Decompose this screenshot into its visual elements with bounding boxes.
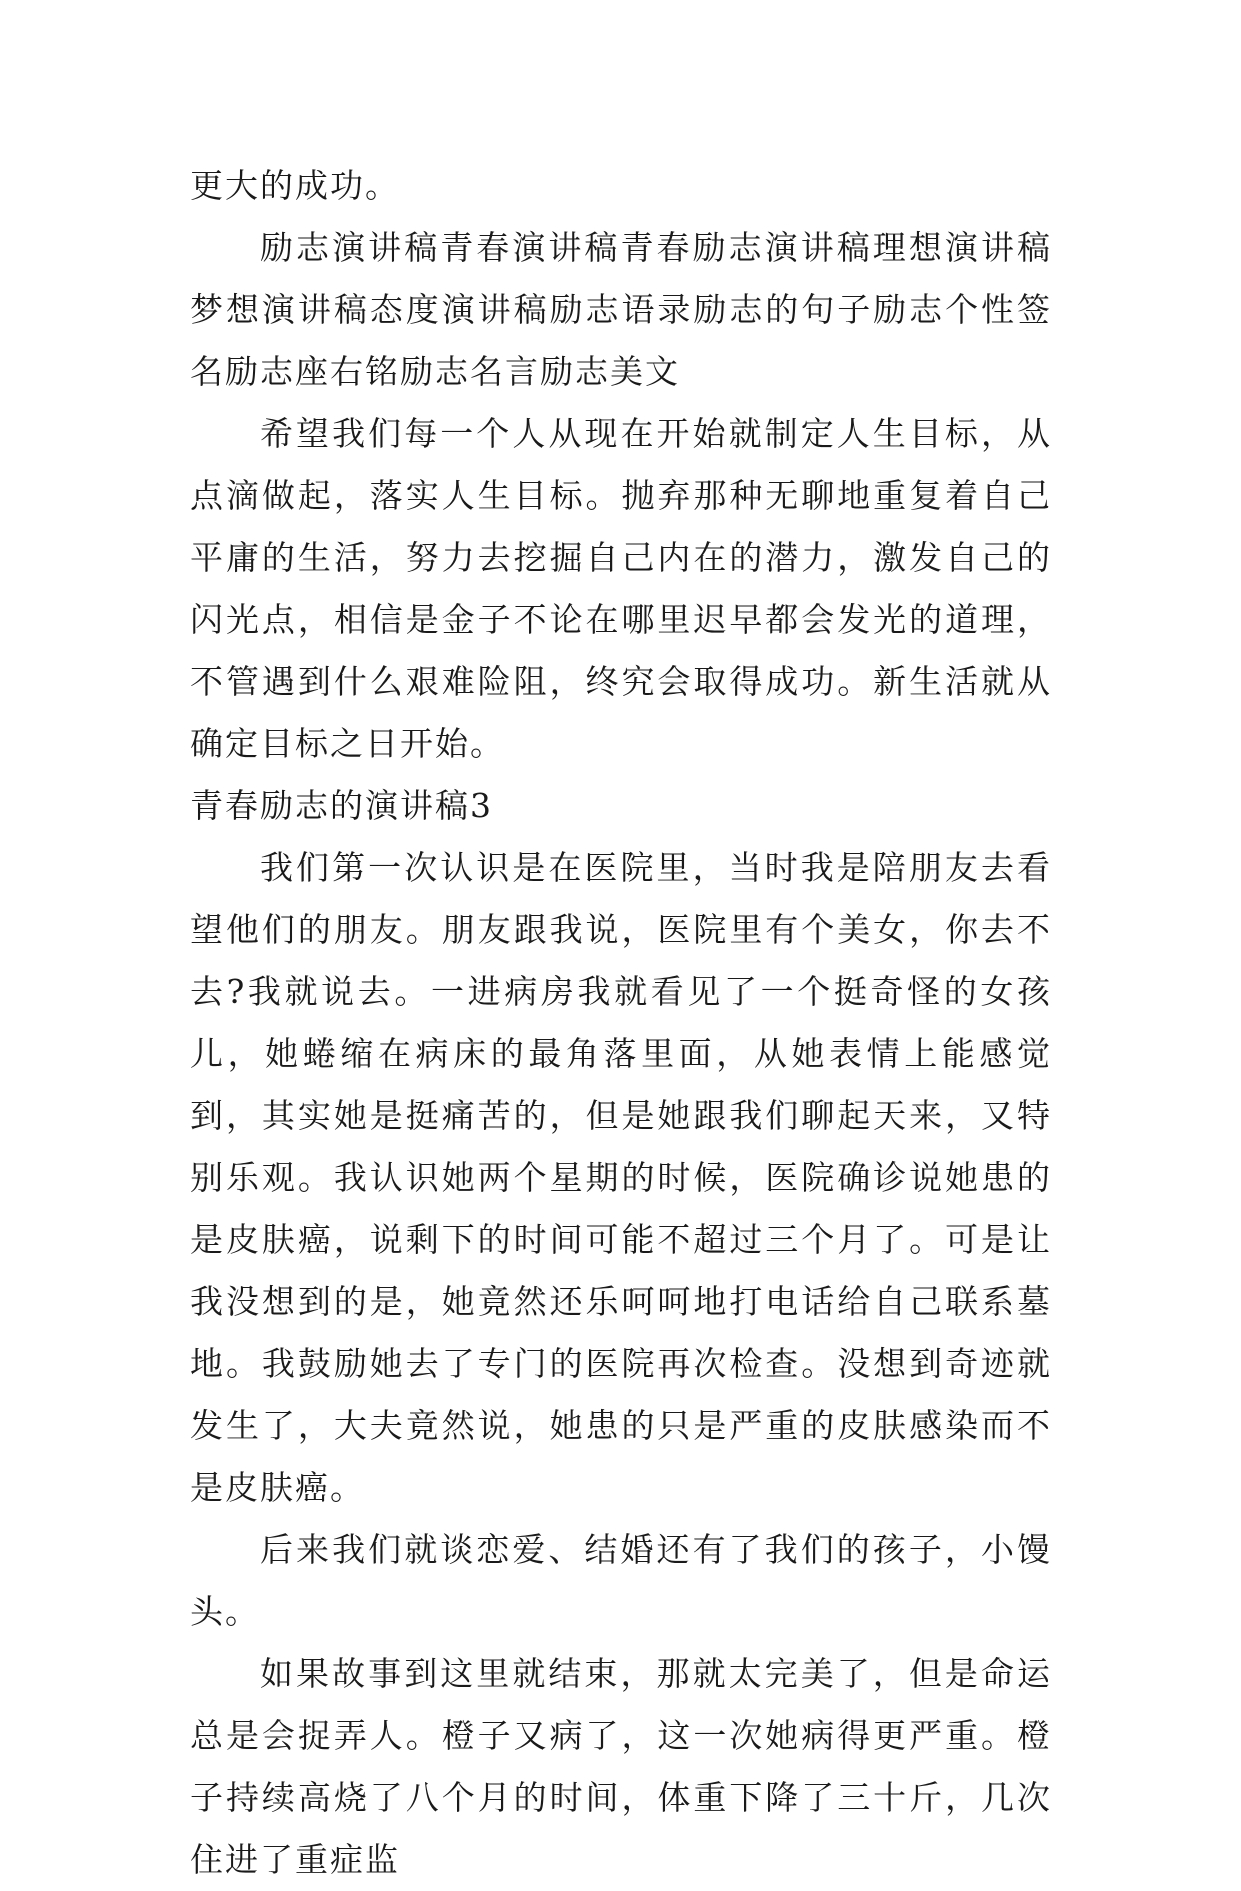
paragraph-story-hospital: 我们第一次认识是在医院里，当时我是陪朋友去看望他们的朋友。朋友跟我说，医院里有个美女，你去不去?我就说去。一进病房我就看见了一个挺奇怪的女孩儿，她蜷缩在病床的最角落里面，从她表情上能感觉到，其实她是挺痛苦的，但是她跟我们聊起天来，又特别乐观。我认识她两个星期的时候，医院确诊说她患的是皮肤癌，说剩下的时间可能不超过三个月了。可是让我没想到的是，她竟然还乐呵呵地打电话给自己联系墓地。我鼓励她去了专门的医院再次检查。没想到奇迹就发生了，大夫竟然说，她患的只是严重的皮肤感染而不是皮肤癌。 xyxy=(190,848,1052,1507)
document-body xyxy=(190,155,1052,1891)
section-heading: 青春励志的演讲稿3 xyxy=(190,786,493,825)
paragraph-continuation: 更大的成功。 xyxy=(190,166,400,205)
paragraph-story-illness: 如果故事到这里就结束，那就太完美了，但是命运总是会捉弄人。橙子又病了，这一次她病得更严重。橙子持续高烧了八个月的时间，体重下降了三十斤，几次住进了重症监 xyxy=(190,1654,1052,1879)
paragraph-goals: 希望我们每一个人从现在开始就制定人生目标，从点滴做起，落实人生目标。抛弃那种无聊地重复着自己平庸的生活，努力去挖掘自己内在的潜力，激发自己的闪光点，相信是金子不论在哪里迟早都会发光的道理，不管遇到什么艰难险阻，终究会取得成功。新生活就从确定目标之日开始。 xyxy=(190,414,1052,763)
paragraph-tags: 励志演讲稿青春演讲稿青春励志演讲稿理想演讲稿梦想演讲稿态度演讲稿励志语录励志的句子励志个性签名励志座右铭励志名言励志美文 xyxy=(190,228,1052,391)
paragraph-story-marriage: 后来我们就谈恋爱、结婚还有了我们的孩子，小馒头。 xyxy=(190,1530,1052,1631)
